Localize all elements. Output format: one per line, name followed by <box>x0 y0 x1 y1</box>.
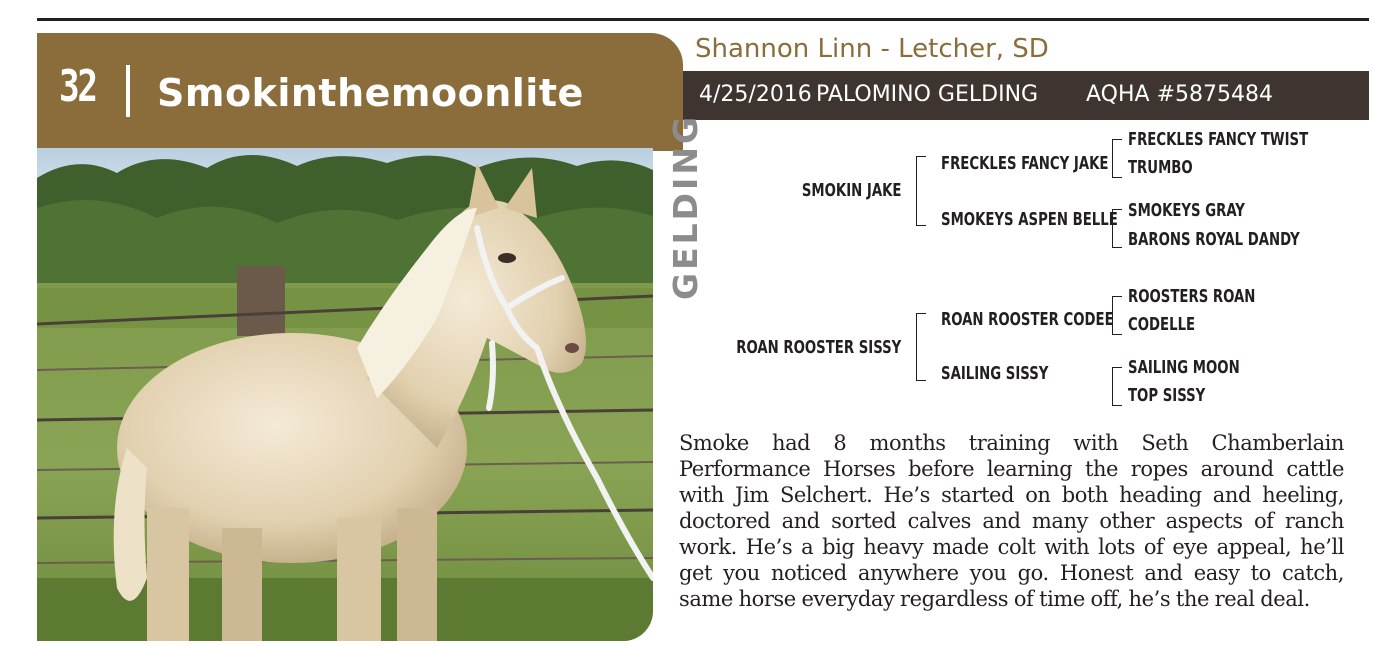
registration-number: AQHA #5875484 <box>1086 82 1273 107</box>
pedigree-bracket <box>1112 296 1122 335</box>
pedigree-sire-sire-sire: FRECKLES FANCY TWIST <box>1128 129 1309 150</box>
pedigree-dam-dam: SAILING SISSY <box>941 363 1049 384</box>
pedigree-sire-dam-sire: SMOKEYS GRAY <box>1128 200 1245 221</box>
horse-info-bar <box>683 71 1369 120</box>
color-sex: PALOMINO GELDING <box>816 82 1039 107</box>
pedigree-bracket <box>1112 139 1122 178</box>
pedigree-dam-sire-dam: CODELLE <box>1128 314 1196 335</box>
horse-name: Smokinthemoonlite <box>157 71 584 115</box>
pedigree-dam-sire-sire: ROOSTERS ROAN <box>1128 286 1256 307</box>
pedigree-dam: ROAN ROOSTER SISSY <box>735 337 901 358</box>
pedigree-bracket <box>916 156 926 226</box>
pedigree-sire: SMOKIN JAKE <box>801 180 901 201</box>
pedigree-dam-dam-sire: SAILING MOON <box>1128 357 1240 378</box>
foaled-date: 4/25/2016 <box>699 82 812 107</box>
pedigree-sire-sire: FRECKLES FANCY JAKE <box>941 153 1109 174</box>
horse-photo <box>37 148 653 641</box>
pedigree-dam-sire: ROAN ROOSTER CODEE <box>941 309 1114 330</box>
lot-title-bar <box>37 33 683 151</box>
top-rule <box>37 18 1369 21</box>
pedigree-bracket <box>1112 209 1122 248</box>
pedigree-sire-sire-dam: TRUMBO <box>1128 157 1193 178</box>
pedigree-bracket <box>916 313 926 381</box>
pedigree-sire-dam: SMOKEYS ASPEN BELLE <box>941 209 1118 230</box>
lot-number: 32 <box>59 61 96 112</box>
consignor-owner: Shannon Linn - Letcher, SD <box>695 34 1049 64</box>
pedigree-bracket <box>1112 367 1122 406</box>
sex-label-vertical: GELDING <box>666 113 705 300</box>
pedigree-sire-dam-dam: BARONS ROYAL DANDY <box>1128 229 1300 250</box>
pedigree-dam-dam-dam: TOP SISSY <box>1128 385 1206 406</box>
horse-description: Smoke had 8 months training with Seth Chamberlain Performance Horses before learning the ropes around cattle with Jim Selchert. He’s started on both heading and heeling, doctored and sorted calves and many other aspects of ranch work. He’s a big heavy made colt with lots of eye appeal, he’ll get you noticed anywhere you go. Honest and easy to catch, same horse everyday regardless of time off, he’s the real deal. <box>679 431 1344 611</box>
title-divider <box>126 65 130 117</box>
